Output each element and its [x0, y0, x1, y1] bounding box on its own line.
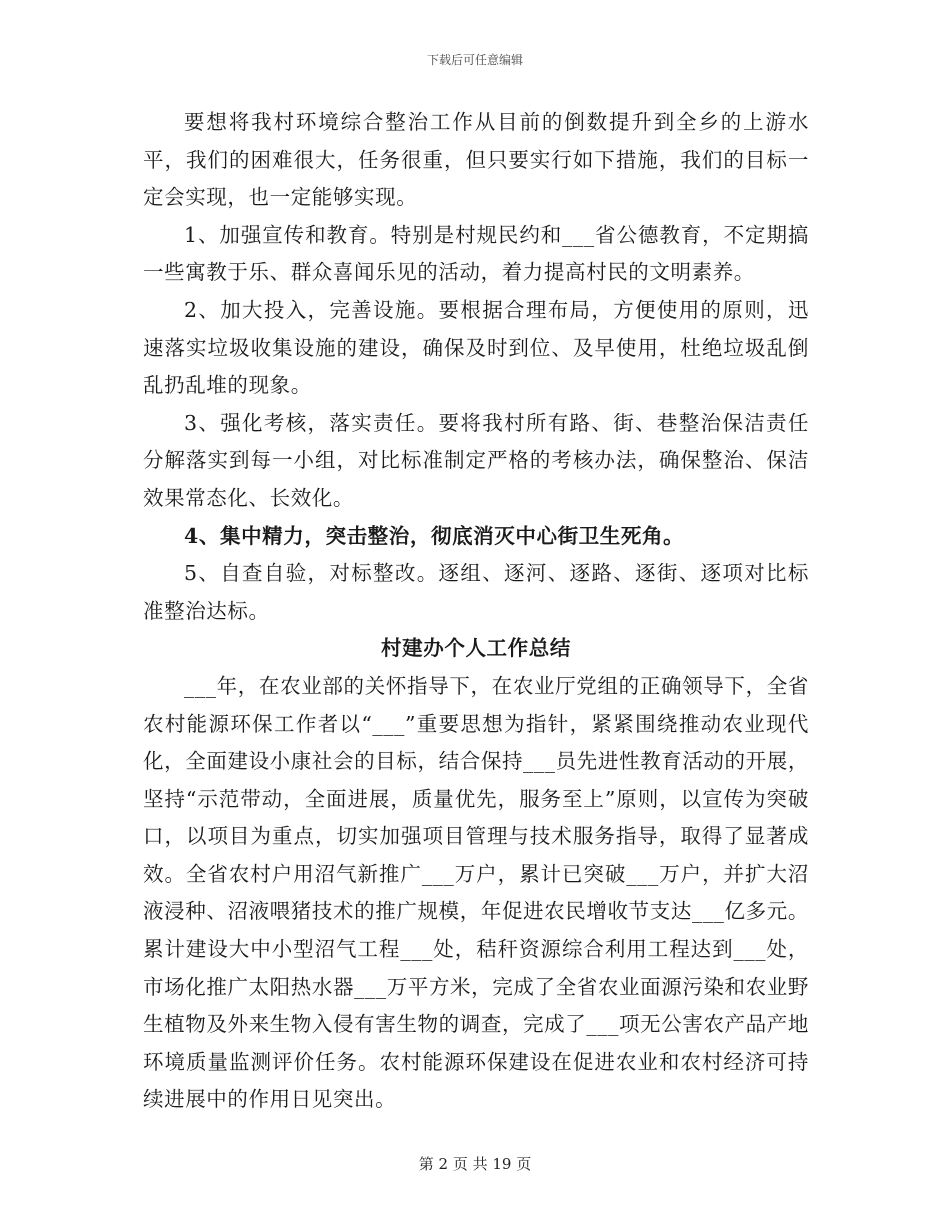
- measure-item-3: 3、强化考核，落实责任。要将我村所有路、街、巷整治保洁责任分解落实到每一小组，对比标准制定严格的考核办法，确保整治、保洁效果常态化、长效化。: [143, 410, 809, 510]
- measure-item-5: 5、自查自验，对标整改。逐组、逐河、逐路、逐街、逐项对比标准整治达标。: [143, 561, 809, 623]
- measure-item-2: 2、加大投入，完善设施。要根据合理布局，方便使用的原则，迅速落实垃圾收集设施的建设，确保及时到位、及早使用，杜绝垃圾乱倒乱扔乱堆的现象。: [143, 297, 809, 398]
- intro-paragraph: 要想将我村环境综合整治工作从目前的倒数提升到全乡的上游水平，我们的困难很大，任务很重，但只要实行如下措施，我们的目标一定会实现，也一定能够实现。: [143, 110, 809, 210]
- section-title: 村建办个人工作总结: [381, 636, 571, 661]
- measure-item-4: 4、集中精力，突击整治，彻底消灭中心街卫生死角。: [184, 523, 685, 548]
- measure-item-1: 1、加强宣传和教育。特别是村规民约和___省公德教育，不定期搞一些寓教于乐、群众喜闻乐见的活动，着力提高村民的文明素养。: [143, 222, 809, 285]
- document-body: [143, 104, 809, 1119]
- page-header: 下载后可任意编辑: [426, 53, 523, 67]
- page-number: 第 2 页 共 19 页: [418, 1155, 532, 1173]
- summary-paragraph: ___年，在农业部的关怀指导下，在农业厅党组的正确领导下，全省农村能源环保工作者以“___”重要思想为指针，紧紧围绕推动农业现代化，全面建设小康社会的目标，结合保持___员先进性教育活动的开展，坚持“示范带动，全面进展，质量优先，服务至上”原则，以宣传为突破口，以项目为重点，切实加强项目管理与技术服务指导，取得了显著成效。全省农村户用沼气新推广___万户，累计已突破___万户，并扩大沼液浸种、沼液喂猪技术的推广规模，年促进农民增收节支达___亿多元。累计建设大中小型沼气工程___处，秸秆资源综合利用工程达到___处，市场化推广太阳热水器___万平方米，完成了全省农业面源污染和农业野生植物及外来生物入侵有害生物的调查，完成了___项无公害农产品产地环境质量监测评价任务。农村能源环保建设在促进农业和农村经济可持续进展中的作用日见突出。: [143, 673, 809, 1112]
